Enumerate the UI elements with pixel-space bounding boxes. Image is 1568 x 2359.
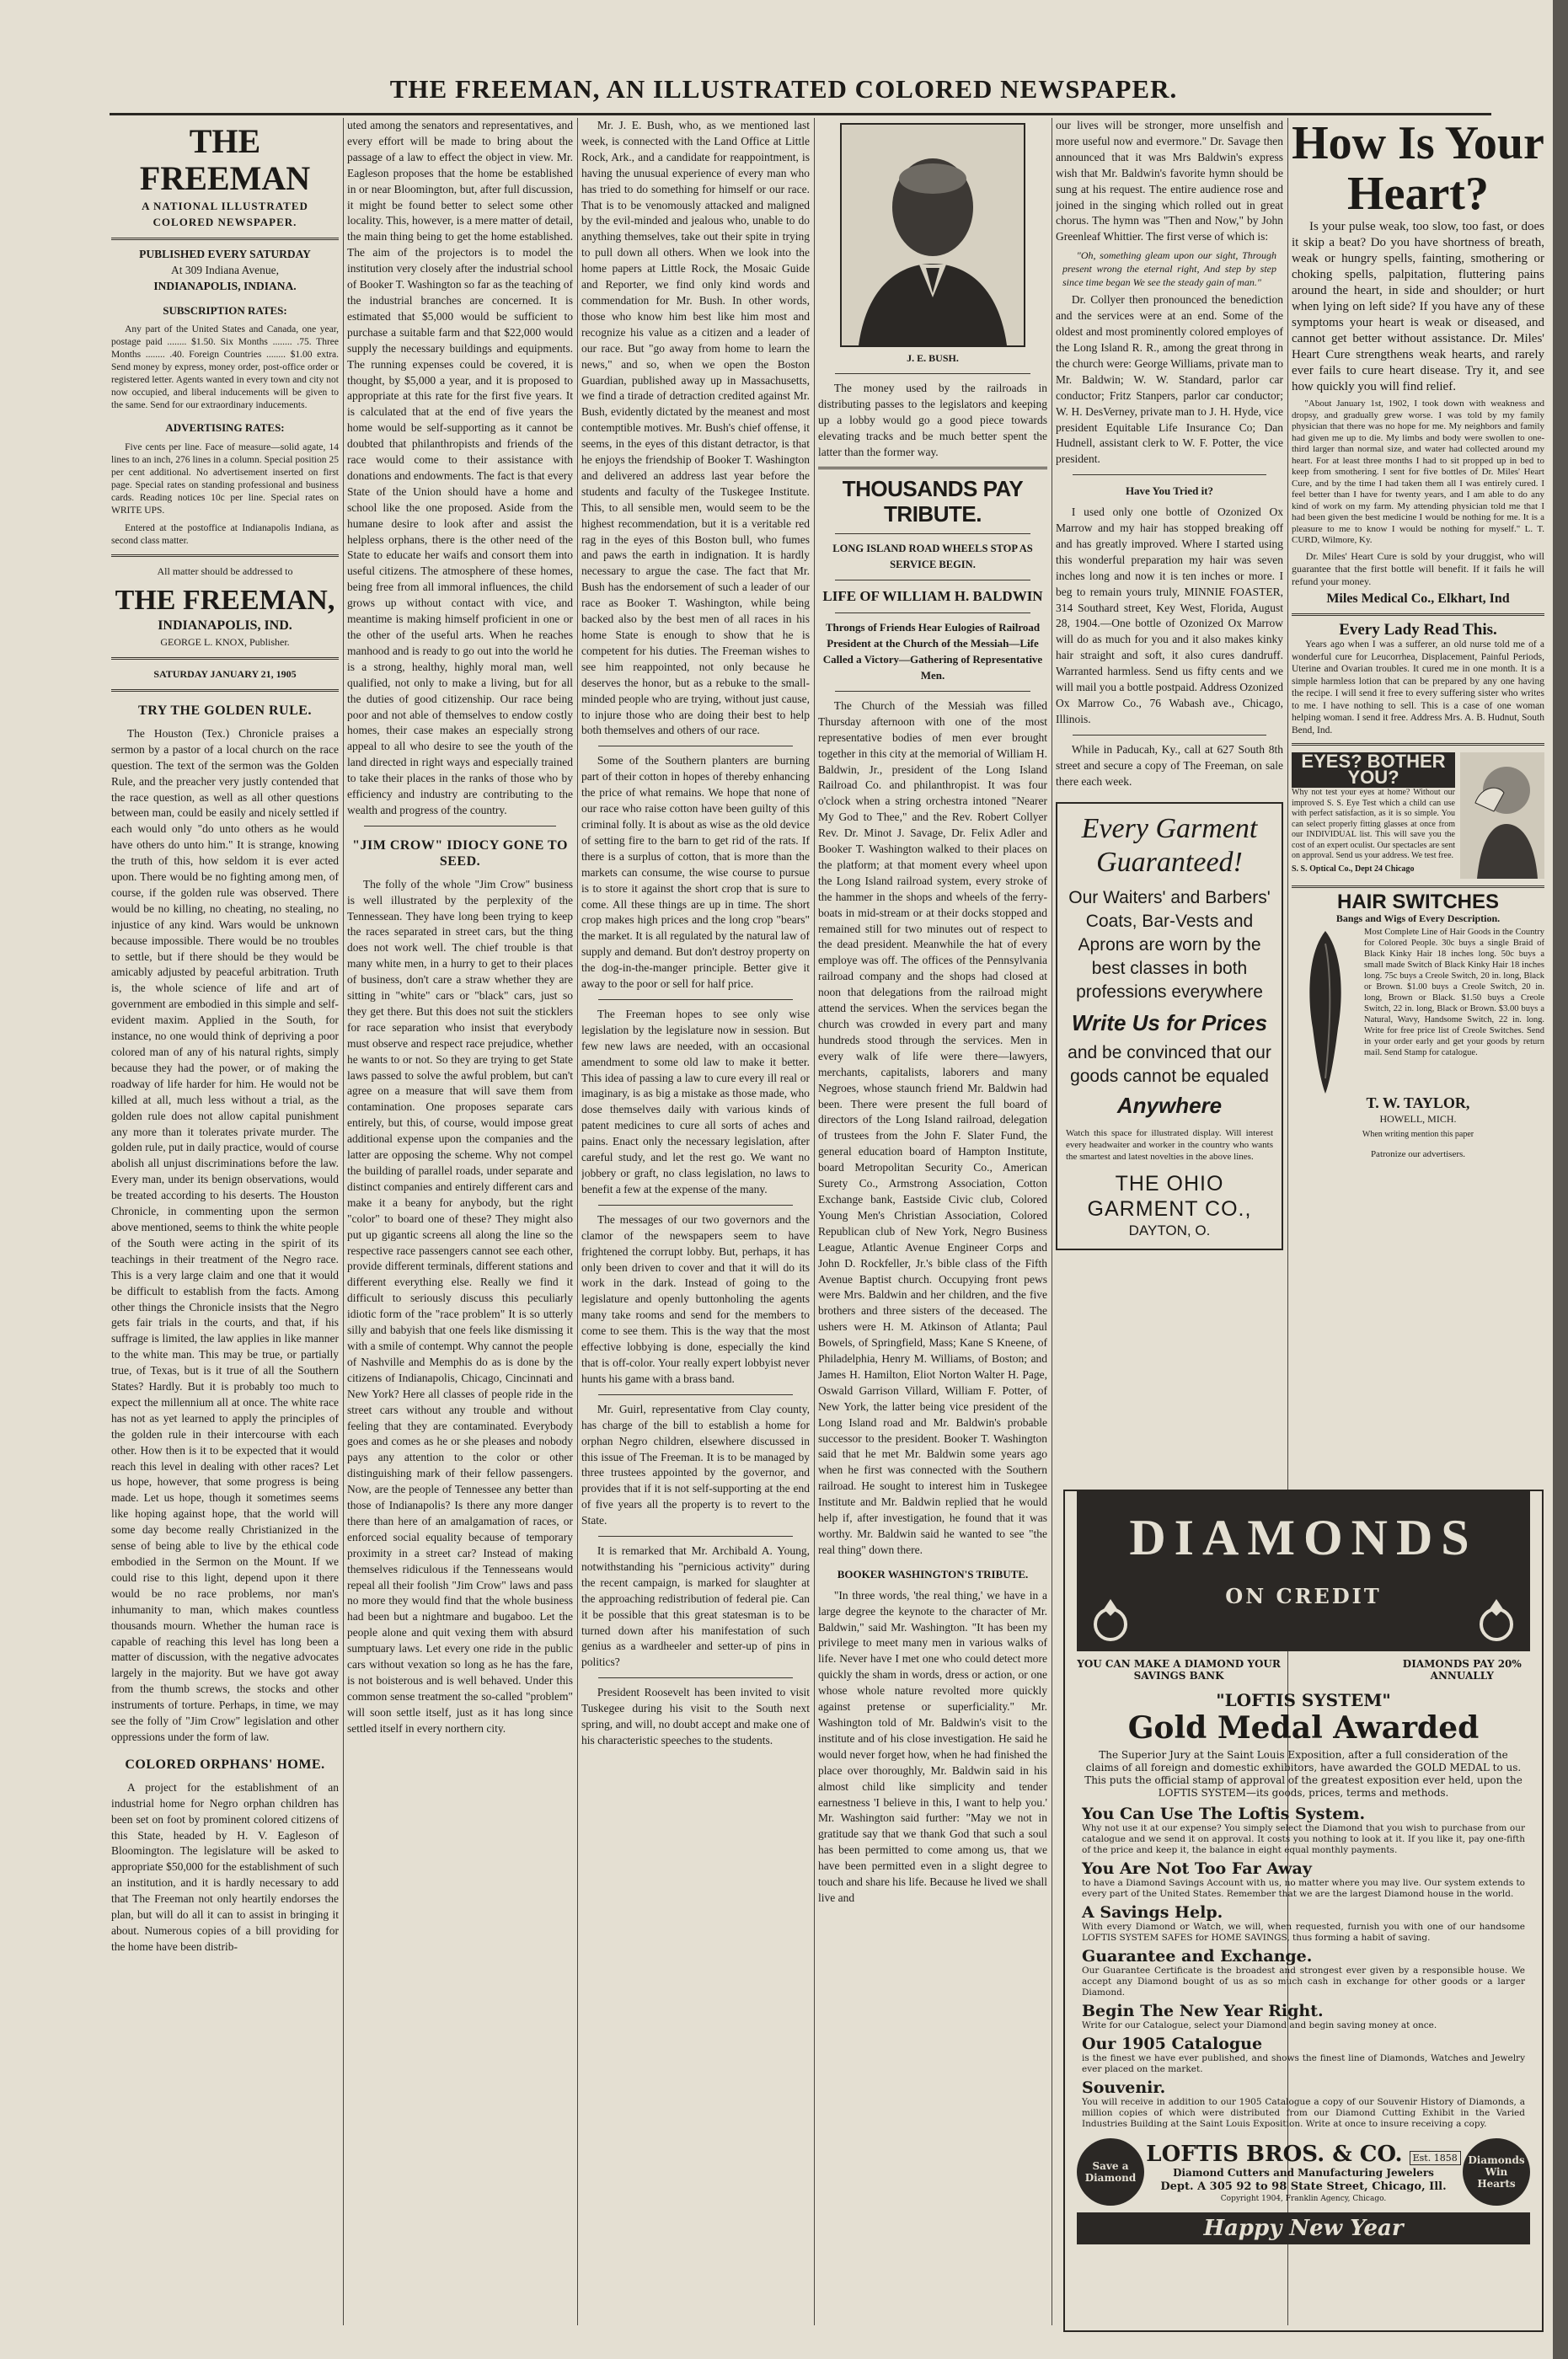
paper-title: THE FREEMAN xyxy=(139,122,311,197)
section-heading: Souvenir. xyxy=(1082,2078,1166,2097)
headline-deck: Throngs of Friends Hear Eulogies of Railroad President at the Church of the Messiah—Life Called a Victory—Gathering of Representative Men. xyxy=(822,621,1043,682)
ad-emphasis: Anywhere xyxy=(1116,1092,1223,1118)
pay-annually-line: DIAMONDS PAY 20% ANNUALLY xyxy=(1402,1658,1522,1682)
diamond-subtitles xyxy=(1077,1658,1530,1682)
hair-ad-headline: HAIR SWITCHES xyxy=(1337,891,1499,914)
ad-note: Watch this space for illustrated display. Will interest every headwaiter and worker in the country who wants the smartest and latest novelties in the above lines. xyxy=(1066,1127,1273,1162)
article-body: It is remarked that Mr. Archibald A. Young, notwithstanding his "pernicious activity" during the recent campaign, is marked for slaughter at the approaching redistribution of federal pie. Can it be possible that this great statesman is to be turned down after his manifestation of such genius as a wardheeler and setter-up of pins in politics? xyxy=(581,1544,810,1669)
eyes-advertisement xyxy=(1292,752,1544,879)
heart-ad-testimonial: "About January 1st, 1902, I took down with weakness and dropsy, and gradually grew worse. I was told by my family physician that there was no hope for me. My neighbors and family had given me up to die. My limbs and body were swollen to one-third larger than normal size, and water had collected around my heart. For at least three months I had to sit propped up in bed to keep from smothering. I sent for five bottles of Dr. Miles' Heart Cure, and by the time I had taken them all I was entirely cured. I feel better than I have for twenty years, and I am able to do any kind of work on my farm. My attending physician told me that I had been given the best medicine I would be nothing for me. It is a pleasure to me to know I would be nothing for myself." L. T. CURD, Wilmore, Ky. xyxy=(1292,399,1544,545)
section-text: Write for our Catalogue, select your Diamond and begin saving money at once. xyxy=(1082,2020,1437,2030)
hair-ad-city: HOWELL, MICH. xyxy=(1379,1113,1457,1126)
ad-call-to-action: Write Us for Prices xyxy=(1071,1009,1268,1035)
article-body: The Houston (Tex.) Chronicle praises a sermon by a pastor of a local church on the race question. The text of the sermon was the Golden Rule, and the preacher very justly contended that the race question, as well as all other questions between man, could be easily and nicely settled if each would only "do unto others as he would have others do unto him." It is strange, knowing the truth of this, how seldom it is ever acted upon. There would be no fighting among men, of course, if the golden rule was observed. There would be no killing, no cheating, no stealing, no injustice of any kind. Wars would be unknown because impossible. There would be no troubles to settle, but if there should be they would be amicably adjusted by peaceful arbitration. Truth is, the whole science of life and art of government are embodied in this simple and self-evident maxim. Applied in the South, for instance, no one would think of depriving a poor colored man of any of his natural rights, simply because they had the power, or of making the roadway of life harder for him. He would not be killed at all, much less without a trial, as the golden rule does not allow capital punishment any more than it tolerates private murder. The golden rule, put in daily practice, would of course abolish all unjust discriminations before the law. Every man, under its benign observations, would be treated according to his deserts. The Houston Chronicle, in commenting upon the sermon above mentioned, seems to think the white people of the South were acting in the spirit of its teachings in their treatment of the Negro race. This is a very large claim and one that it would be difficult to establish from the facts. Among other things the Chronicle insists that the Negro gets fair trials in the courts, and that, if his suffrage is limited, the law applies in like manner to the white man. This may be true, or partially true, of Texas, but is it true of all the Southern States? Hardly. But it is probably too much to expect the millennium all at once. The white race has not as yet learned to apply the principles of the golden rule in their intercourse with each other. How then is it to be expected that it would reach this level in dealing with other races? Let us hope, however, that some progress is being made. Let us hope, though it sometimes seems like hoping against hope, that the world will some day become really Christianized in the sense of being able to live by the ethical code embodied in the Sermon on the Mount. If we could rise to this light, depend upon it there would be no race problems, nor man's inhumanity to man, which makes countless thousands mourn. Whether the human race is capable of reaching this level has long been a matter of discussion, with the negative advocates largely in the majority. But we have got away from the thumb screws, the stocks and other instruments of torture. Perhaps, in time, we may see the folly of "Jim Crow" legislation and other oppressions under the form of law. xyxy=(111,726,339,1743)
heart-ad-note: Dr. Miles' Heart Cure is sold by your druggist, who will guarantee that the first bottle will benefit. If it fails he will refund your money. xyxy=(1292,549,1544,587)
loftis-footer xyxy=(1077,2138,1530,2206)
loftis-sections xyxy=(1082,1805,1525,2130)
article-body: The folly of the whole "Jim Crow" business is well illustrated by the perplexity of the Tennessean. They have long been trying to keep the races separated in street cars, but the thing does not work well. The chief trouble is that many white men, in a hurry to get to their places of business, don't care a straw whether they are sitting in "white" cars or "black" cars, just so they get there. But this does not suit the sticklers for race separation who insist that everybody must observe and respect race prejudice, whether he wants to or not. So they are trying to get State laws passed to solve the awful problem, but can't agree on a measure that will save them from contamination. One proposes separate cars entirely, but this, of course, would impose great additional expense upon the companies and the latter are opposing the scheme. Why not compel the building of parallel roads, under separate and distinct companies and entirely different cars and make it a beany for anybody, but the right "color" to board one of these? They might also put up gigantic screens all along the line so the respective race passengers cannot see each other, provide different terminals, different stations and different everything else. Really we find it difficult to seriously discuss this peculiarly idiotic form of the "race problem" It is so utterly silly and babyish that one feels like dismissing it with a smile of contempt. Why cannot the people of Nashville and Memphis do as is done by the citizens of Indianapolis, Chicago, Cincinnati and New York? Here all classes of people ride in the street cars without any trouble and without feeling that they are contaminated. Everybody goes and comes as he or she pleases and nobody pays any attention to the color or other distinguishing mark of their fellow passengers. Now, are the people of Tennessee any better than those of Indianapolis? Is there any more danger there than here of an amalgamation of races, or enforced social equality because of temporary proximity in a street car? Instead of making themselves ridiculous if the Tennesseans would repeal all their foolish "Jim Crow" laws and pass no more they would find that the whole business had been but a nightmare and bugaboo. Let the people alone and quit vexing them with absurd sumptuary laws. Let every one ride in the public cars without vexation so long as he has the fare, is not boisterous and is well behaved. Under this common sense treatment the so-called "problem" will soon settle itself, just as it has long since settled itself in every northern city. xyxy=(347,877,573,1735)
column-1 xyxy=(111,118,339,2325)
article-body: uted among the senators and representatives, and every effort will be made to bring about the passage of a law to effect the object in view. Mr. Eagleson proposes that the home be established in or near Bloomington, but, after full discussion, it might be found better to select some other locality. This, however, is a mere matter of detail, the main thing being to get the home established. The aim of the projectors is to model the institution very closely after the industrial school of Booker T. Washington so far as the teaching of the industrial branches are concerned. It is estimated that $5,000 would be sufficient to purchase a suitable farm and that $22,000 would supply the necessary buildings and equipments. The running expenses could be covered, it is thought, by $5,000 a year, and it is proposed to appropriate at this rate for the first five years. It is calculated that at the end of five years the home would be self-supporting as it cannot be doubted that philanthropists and friends of the race would come to their assistance with donations and endowments. The fact is that every State of the Union should have a home and school like the one proposed. Aside from the humane desire to look after and assist the helpless orphans, there is the other need of the State to educate her waifs and consort them into useful citizens. The atmosphere of these homes, being free from all immoral influences, the child grows up without contact with vice, and meantime is making himself proficient in one or the other of the useful arts. When he reaches manhood and is ready to go out into the world he is a strong, healthy, highly moral man, well qualified, not only to make a living, but for all the duties of good citizenship. Our race being poor and not able of themselves to endow costly homes, their case makes an especially strong appeal to all who desire to see the youth of the land directed in right ways and especially trained to take their places in the ranks of those who by efficiency and industry are contributing to the wealth and progress of the country. xyxy=(347,119,573,816)
headline-deck: LIFE OF WILLIAM H. BALDWIN xyxy=(822,588,1043,605)
portrait-illustration-icon xyxy=(842,125,1024,345)
section-text: Why not use it at our expense? You simply select the Diamond that you wish to purchase from our catalogue and we send it on approval. It costs you nothing to look at it. If you like it, pay one-fifth of the price and keep it, the balance in eight equal monthly payments. xyxy=(1082,1823,1525,1855)
city-line: INDIANAPOLIS, INDIANA. xyxy=(153,279,297,292)
article-heading: "JIM CROW" IDIOCY GONE TO SEED. xyxy=(352,837,568,869)
heart-ad-headline: How Is Your Heart? xyxy=(1292,118,1544,220)
loftis-address: Dept. A 305 92 to 98 State Street, Chicago, Ill. xyxy=(1160,2180,1447,2193)
column-rule xyxy=(814,118,815,2325)
article-body: Dr. Collyer then pronounced the benediction and the services were at an end. Some of the oldest and most prominently colored employes of the Long Island R. R., among the great throng in the church were: George Williams, private man to Mr. Baldwin; W. W. Standard, parlor car conductor; Fritz Stanpers, parlor car conductor; W. H. DesVerney, private man to J. H. Hyde, vice president Equitable Life Insurance Co; Dan Hudnell, assistant clerk to W. F. Potter, the vice president. xyxy=(1056,293,1283,466)
heart-ad-company: Miles Medical Co., Elkhart, Ind xyxy=(1326,591,1510,606)
masthead: THE FREEMAN, AN ILLUSTRATED COLORED NEWSPAPER. xyxy=(389,74,1178,104)
section-text: to have a Diamond Savings Account with us, no matter where you may live. Our system extends to every part of the United States. Remember that we are the largest Diamond house in the world. xyxy=(1082,1878,1525,1899)
hair-ad-company: T. W. TAYLOR, xyxy=(1366,1094,1470,1112)
loftis-system-label: "LOFTIS SYSTEM" xyxy=(1216,1690,1391,1710)
hair-advertisement xyxy=(1292,927,1544,1095)
portrait-photo xyxy=(840,123,1025,347)
gold-medal-text: The Superior Jury at the Saint Louis Exposition, after a full consideration of the claims of all foreign and domestic exhibitors, have awarded the GOLD MEDAL to us. This puts the official stamp of approval of the greatest exposition ever held, upon the LOFTIS SYSTEM—its goods, prices, terms and methods. xyxy=(1084,1749,1523,1799)
divider xyxy=(1292,613,1544,616)
loftis-diamond-advertisement xyxy=(1063,1490,1544,2332)
hair-ad-note: When writing mention this paper xyxy=(1362,1129,1474,1139)
subheading: BOOKER WASHINGTON'S TRIBUTE. xyxy=(837,1567,1029,1581)
divider xyxy=(1073,474,1266,475)
paper-subtitle: A NATIONAL ILLUSTRATED COLORED NEWSPAPER. xyxy=(142,200,308,228)
section-text: Our Guarantee Certificate is the broadest and strongest ever given by a responsible house. We accept any Diamond bought of us as so much cash in exchange for other goods or a larger Diamond. xyxy=(1082,1966,1525,1998)
headline-deck: LONG ISLAND ROAD WHEELS STOP AS SERVICE BEGIN. xyxy=(832,543,1033,571)
divider xyxy=(598,1536,793,1537)
eyes-ad-headline: EYES? BOTHER YOU? xyxy=(1292,752,1455,788)
article-body: The money used by the railroads in distributing passes to the legislators and keeping up a lobby would go a good piece towards elevating tracks and be much better spent the latter than the former way. xyxy=(818,381,1047,458)
diamond-ring-icon xyxy=(1471,1592,1522,1643)
patronize-note: Patronize our advertisers. xyxy=(1370,1148,1466,1159)
article-body: President Roosevelt has been invited to visit Tuskegee during his visit to the South next spring, and will, no doubt accept and make one of his characteristic speeches to the students. xyxy=(581,1686,810,1747)
ad-city: DAYTON, O. xyxy=(1128,1222,1211,1238)
column-4 xyxy=(818,118,1047,2325)
address-note: All matter should be addressed to xyxy=(157,565,293,578)
section-heading: You Are Not Too Far Away xyxy=(1082,1859,1312,1878)
garment-advertisement xyxy=(1056,802,1283,1250)
advertising-text: Five cents per line. Face of measure—solid agate, 14 lines to an inch, 276 lines in a column. Special position 25 per cent additional. No advertisement inserted on first page. Special rates on standing professional and business cards. Reading notices 10c per line. Special rates on WRITE UPS. xyxy=(111,442,339,516)
section-text: With every Diamond or Watch, we will, when requested, furnish you with one of our handsome LOFTIS SYSTEM SAFES for HOME SAVINGS, thus forming a habit of saving. xyxy=(1082,1922,1525,1943)
article-body: While in Paducah, Ky., call at 627 South 8th street and secure a copy of The Freeman, on sale there each week. xyxy=(1056,742,1283,788)
address-line: At 309 Indiana Avenue, xyxy=(171,263,279,276)
advertising-heading: ADVERTISING RATES: xyxy=(165,421,285,435)
ad-body: Our Waiters' and Barbers' Coats, Bar-Vests and Aprons are worn by the best classes in both professions everywhere xyxy=(1068,887,1271,1002)
divider xyxy=(818,467,1047,469)
section-heading: Our 1905 Catalogue xyxy=(1082,2035,1263,2053)
subscription-text: Any part of the United States and Canada, one year, postage paid ........ $1.50. Six Months ........ .75. Three Months ........ .40. Foreign Countries ........ $1.00 extra. Send money by express, money order, post-office order or registered letter. Agents wanted in every town and city not now occupied, and liberal inducements will be given to the same. Send for our extraordinary inducements. xyxy=(111,324,339,411)
divider xyxy=(835,612,1030,613)
paper-name-large: THE FREEMAN, xyxy=(115,585,335,617)
section-heading: Begin The New Year Right. xyxy=(1082,2002,1324,2020)
paper-city: INDIANAPOLIS, IND. xyxy=(158,618,292,634)
article-body: our lives will be stronger, more unselfish and more useful now and evermore." Dr. Savage then announced that it was Mrs Baldwin's express wish that Mr. Baldwin's favorite hymn should be sung at his request. The entire audience rose and joined in the singing which rolled out in great chorus. The hymn was "Then and Now," by John Greenleaf Whittier. The first verse of which is: xyxy=(1056,119,1283,243)
masthead-rule xyxy=(110,113,1491,115)
hair-ad-body: Most Complete Line of Hair Goods in the Country for Colored People. 30c buys a single Braid of Black Kinky Hair 18 inches long. 50c buys a small made Switch of Black Kinky Hair 18 inches long. 75c buys a Creole Switch, 20 in. long, Black or Brown. $1.00 buys a Creole Switch, 20 in. long, Brown or Black. $1.50 buys a Creole Switch, 22 in. long, Black or Brown. $3.00 buys a Natural, Wavy, Handsome Switch, 22 in. long. Write for free price list of Creole Switches. Send in your order early and get your goods by return mail. Send Stamp for catalogue. xyxy=(1364,928,1544,1058)
article-body: Some of the Southern planters are burning part of their cotton in hopes of thereby enhancing the price of what remains. We hope that none of our race who raise cotton have been guilty of this criminal folly. It is about as wise as the old device of setting fire to the barn to get rid of the rats. If there is a surplus of cotton, that is more than the markets can consume, the wise course to pursue is to store it against the short crop that is sure to come. All these things are up in time. The short crop makes high prices and the long crop "bears" the market. It is all regulated by the natural law of supply and demand. But don't destroy property on the dog-in-the-manger principle. Better give it away to the poor or sell for half price. xyxy=(581,754,810,991)
divider xyxy=(598,999,793,1000)
established-badge: Est. 1858 xyxy=(1410,2151,1461,2165)
eyes-ad-body: Why not test your eyes at home? Without our improved S. S. Eye Test which a child can use with perfect satisfaction, as it is so simple. You can select properly fitting glasses at once from our INDIVIDUAL list. This will save you the cost of an expert oculist. Our spectacles are sent on approval. Send us your address. We test free. xyxy=(1292,788,1455,861)
column-2 xyxy=(347,118,573,2325)
lady-ad-headline: Every Lady Read This. xyxy=(1339,621,1497,639)
gold-medal-headline: Gold Medal Awarded xyxy=(1127,1710,1480,1746)
heart-ad-body: Is your pulse weak, too slow, too fast, or does it skip a beat? Do you have shortness of breath, weak or hungry spells, fainting, smothering or choking spells, palpitation, fluttering pains around the heart, in side and shoulder; or hurt when lying on left side? If you have any of these symptoms your heart is weak or diseased, and cannot get better without assistance. Dr. Miles' Heart Cure strengthens weak hearts, and rarely ever fails to cure heart disease. Try it, and see how quickly you will find relief. xyxy=(1292,220,1544,393)
divider xyxy=(1292,743,1544,746)
loftis-subtitle: Diamond Cutters and Manufacturing Jewelers xyxy=(1173,2166,1434,2179)
subheading: Have You Tried it? xyxy=(1125,484,1214,498)
eyes-ad-company: S. S. Optical Co., Dept 24 Chicago xyxy=(1292,864,1415,874)
loftis-company: LOFTIS BROS. & CO. xyxy=(1146,2141,1403,2167)
portrait-caption: J. E. BUSH. xyxy=(907,352,959,364)
divider xyxy=(111,657,339,660)
happy-new-year-banner: Happy New Year xyxy=(1077,2212,1530,2244)
divider xyxy=(111,238,339,240)
article-body: The Church of the Messiah was filled Thursday afternoon with one of the most representative bodies of men ever brought together in this city at the memorial of William H. Baldwin, Jr., president of the Long Island Railroad Co. and philanthropist. It was four o'clock when a string orchestra intoned "Nearer My God to Thee," and the Rev. Robert Collyer Rev. Dr. Minot J. Savage, Dr. Felix Adler and Booker T. Washington walked to their places on the platform; at that moment every wheel upon the Long Island railroad system, every stroke of the hammer in the shops and wheels of the ferry-boats in mid-stream or at their docks stopped and remained still for two minutes out of respect to the dead president. Meanwhile the hat of every employe was off. The offices of the Pennsylvania railroad company and the shops had closed at noon that delegations from the railroad might attend the services. When the services began the church was crowded in every part and many hundreds stood through the services. Men in every walk of life were there—lawyers, merchants, capitalists, laborers and many Negroes, whose staunch friend Mr. Baldwin had been. There were present the full board of directors of the Long Island railroad, delegation of trustees from the John F. Slater Fund, the general education board of Hampton Institute, board Metropolitan Security Co., American Surety Co., Armstrong Association, Cotton Exchange bank, Eastside Civic club, Colored Young Men's Christian Association, Colored Republican club of New York, Negro Business League, Atlantic Avenue Engineer Corps and John D. Rockfeller, Jr.'s bible class of the Fifth Avenue Baptist church. Occupying front pews were Mrs. Baldwin and her children, and the five brothers and three sisters of the deceased. The ushers were H. M. Atkinson of Atlanta; Paul Bowels, of Springfield, Mass; Kane S Kneene, of Philadelphia, Henry M. Williams, of Boston; and James H. Hamilton, Eliot Norton Walter H. Page, Oswald Garrison Villard, William F. Potter, of New York, the latter being vice president of the Long Island road and Mr. Baldwin's probable successor to the president. Booker T. Washington said that he met Mr. Baldwin some years ago when he first was connected with the Southern railroad. He sought to interest him in Tuskegee Institute and Mr. Baldwin replied that he would help if, after investigation, he found that it was worthy. Mr. Baldwin said he wanted to see "the real thing" down there. xyxy=(818,698,1047,1556)
divider xyxy=(598,1394,793,1395)
hymn-verse: "Oh, something gleam upon our sight, Through present wrong the eternal right, And step by step since time began We see the steady gain of man." xyxy=(1062,249,1276,289)
column-rule xyxy=(343,118,344,2325)
divider xyxy=(111,689,339,692)
article-body: "In three words, 'the real thing,' we have in a large degree the keynote to the character of Mr. Baldwin," said Mr. Washington. "It has been my privilege to meet many men in various walks of life. Never have I met one who could detect more quickly the sham in words, dress or action, or one whose whole nature revolted more quickly against pretense or superficiality." Mr. Washington told of Mr. Baldwin's visit to the institute and of his close investigation. He said he would never forget how, when he had finished the place over thoroughly, Mr. Baldwin said in his almost child like simplicity and tender earnestness 'I believe in this, I want to help you.' Mr. Washington said further: "May we not in gratitude say that we thank God that such a soul has been permitted to come among us, that we have been permitted even in a slight degree to touch and share his life. Because he lived we shall live and xyxy=(818,1588,1047,1904)
diamonds-win-hearts-badge: Diamonds Win Hearts xyxy=(1463,2138,1530,2206)
article-body: Mr. Guirl, representative from Clay county, has charge of the bill to establish a home for orphan Negro children, elsewhere discussed in this issue of The Freeman. It is to be managed by three trustees appointed by the governor, and provides that if it is not self-supporting at the end of five years all the property is to revert to the State. xyxy=(581,1402,810,1527)
entered-note: Entered at the postoffice at Indianapolis Indiana, as second class matter. xyxy=(111,523,339,547)
diamond-ring-icon xyxy=(1085,1592,1136,1643)
divider xyxy=(598,1677,793,1678)
on-credit-label: ON CREDIT xyxy=(1225,1584,1382,1608)
subscription-heading: SUBSCRIPTION RATES: xyxy=(163,303,287,317)
section-heading: You Can Use The Loftis System. xyxy=(1082,1805,1366,1823)
divider xyxy=(598,1205,793,1206)
column-rule xyxy=(577,118,578,2325)
divider xyxy=(835,691,1030,692)
article-body: I used only one bottle of Ozonized Ox Marrow and my hair has stopped breaking off and has greatly improved. Where I started using this wonderful preparation my hair was seven inches long and now it is ten inches or more. I beg to remain yours truly, MINNIE FOASTER, 314 Southard street, Key West, Florida, August 28, 1904.—One bottle of Ozonized Ox Marrow will do as much for you and it also makes kinky hair straight and soft, it also cures dandruff. Warranted harmless. Send us fifty cents and we will mail you a bottle postpaid. Address Ozonized Ox Marrow Co., 76 Wabash ave., Chicago, Illinois. xyxy=(1056,506,1283,725)
publisher-line: GEORGE L. KNOX, Publisher. xyxy=(160,636,290,649)
article-body: A project for the establishment of an industrial home for Negro orphan children has been set on foot by prominent colored citizens of this State, headed by H. V. Eagleson of Bloomington. The legislature will be asked to appropriate $50,000 for the establishment of such an institution, and it is hardly necessary to add that The Freeman not only heartily endorses the plan, but will do all it can to assist in bringing it about. Numerous copies of a bill providing for the home have been distrib- xyxy=(111,1780,339,1953)
diamonds-title: DIAMONDS xyxy=(1129,1510,1478,1565)
lady-ad-body: Years ago when I was a sufferer, an old nurse told me of a wonderful cure for Leucorrhea, Displacement, Painful Periods, Uterine and Ovarian troubles. It cured me in one month. It is a simple harmless lotion that can be prepared by any one having the recipe. I will send it free to every suffering sister who writes to me. I have nothing to sell. This is a case of one woman helping woman. I send it free. Address Mrs. A. B. Hudnut, South Bend, Ind. xyxy=(1292,639,1544,736)
article-body: The Freeman hopes to see only wise legislation by the legislature now in session. But few new laws are needed, with an occasional amendment to some old law to make it better. This idea of passing a law to cure every ill real or imaginary, is as big a mistake as those made, who dose themselves daily with various kinds of patent medicines to cure all sorts of aches and pains. Enact only the necessary legislation, after careful study, and let the rest go. We want no jobbery or graft, no class legislation, no laws to benefit a few at the expense of the many. xyxy=(581,1007,810,1196)
divider xyxy=(835,533,1030,534)
article-body: The messages of our two governors and the clamor of the newspapers seem to have frightened the corrupt lobby. But, perhaps, it has only been driven to cover and that it will do its work in the dark. Instead of going to the legislature and openly buttonholing the agents many take rooms and send for the members to come to see them. This is the way that the most effective lobbying is done, especially the kind that is off-color. Your really expert lobbyist never hunts his game with a brass band. xyxy=(581,1212,810,1385)
published-line: PUBLISHED EVERY SATURDAY xyxy=(139,247,311,260)
issue-date: SATURDAY JANUARY 21, 1905 xyxy=(153,668,297,681)
man-rubbing-eyes-icon xyxy=(1460,752,1544,879)
divider xyxy=(1073,735,1266,736)
column-3 xyxy=(581,118,810,2325)
divider xyxy=(835,373,1030,374)
section-heading: A Savings Help. xyxy=(1082,1903,1223,1922)
section-heading: Guarantee and Exchange. xyxy=(1082,1947,1313,1966)
diamonds-banner xyxy=(1077,1491,1530,1651)
ad-headline: Every Garment Guaranteed! xyxy=(1081,812,1258,878)
section-text: You will receive in addition to our 1905 Catalogue a copy of our Souvenir History of Diamonds, a million copies of which were distributed from our Diamond Cutting Exhibit in the Varied Industries Building at the Saint Louis Exposition. Write at once to insure receiving a copy. xyxy=(1082,2097,1525,2129)
hair-ad-subtitle: Bangs and Wigs of Every Description. xyxy=(1335,912,1501,925)
ad-company: THE OHIO GARMENT CO., xyxy=(1087,1171,1252,1221)
section-text: is the finest we have ever published, and shows the finest line of Diamonds, Watches and Jewelry ever placed on the market. xyxy=(1082,2053,1525,2074)
article-heading: TRY THE GOLDEN RULE. xyxy=(138,703,312,718)
article-heading: COLORED ORPHANS' HOME. xyxy=(125,1757,325,1772)
divider xyxy=(111,554,339,557)
save-a-diamond-badge: Save a Diamond xyxy=(1077,2138,1144,2206)
headline: THOUSANDS PAY TRIBUTE. xyxy=(842,476,1024,527)
ad-body: and be convinced that our goods cannot be equaled xyxy=(1068,1042,1271,1086)
savings-bank-line: YOU CAN MAKE A DIAMOND YOUR SAVINGS BANK xyxy=(1077,1658,1281,1682)
page-edge-shadow xyxy=(1553,0,1568,2359)
hair-switch-icon xyxy=(1292,927,1359,1095)
article-body: Mr. J. E. Bush, who, as we mentioned last week, is connected with the Land Office at Little Rock, Ark., and a candidate for reappointment, is having the unusual experience of every man who has tried to do something for himself or our race. That is to be venomously attacked and maligned by the evil-minded and jealous who, unable to do anything themselves, take out their spite in trying to pull down all others. When we look into the home papers at Little Rock, the Mosaic Guide and Reporter, we find only kind words and commendation for Mr. Bush. In other words, those who know him best like him most and recognize his value as a citizen and a leader of our race. But "go away from home to learn the news," and so, when we open the Boston Guardian, published away up in Massachusetts, we find a tirade of detraction credited against Mr. Bush, evidently dictated by the meanest and most contemptible motives. Mr. Bush's chief offense, it seems, in the eyes of this distant detractor, is that he enjoys the friendship of Booker T. Washington and delivered an address last year before the students and faculty of the Tuskegee Institute. This, to all sensible men, would seem to be the highest recommendation, but it is a veritable red rag in the eyes of this Boston bull, who fumes and paws the earth in indignation. It is hardly necessary to argue the case. The fact that Mr. Bush has the endorsement of such a leader of our race as Booker T. Washington, while being backed also by the best men of all races in his home State is enough to show that he is competent for his duties. The Freeman wishes to see him reappointed, not only because he deserves the honor, but as a rebuke to the small-minded people who are trying, without just cause, to injure those who are doing their best to help both themselves and others of our race. xyxy=(581,119,810,737)
divider xyxy=(1292,885,1544,888)
copyright-line: Copyright 1904, Franklin Agency, Chicago. xyxy=(1220,2194,1387,2203)
